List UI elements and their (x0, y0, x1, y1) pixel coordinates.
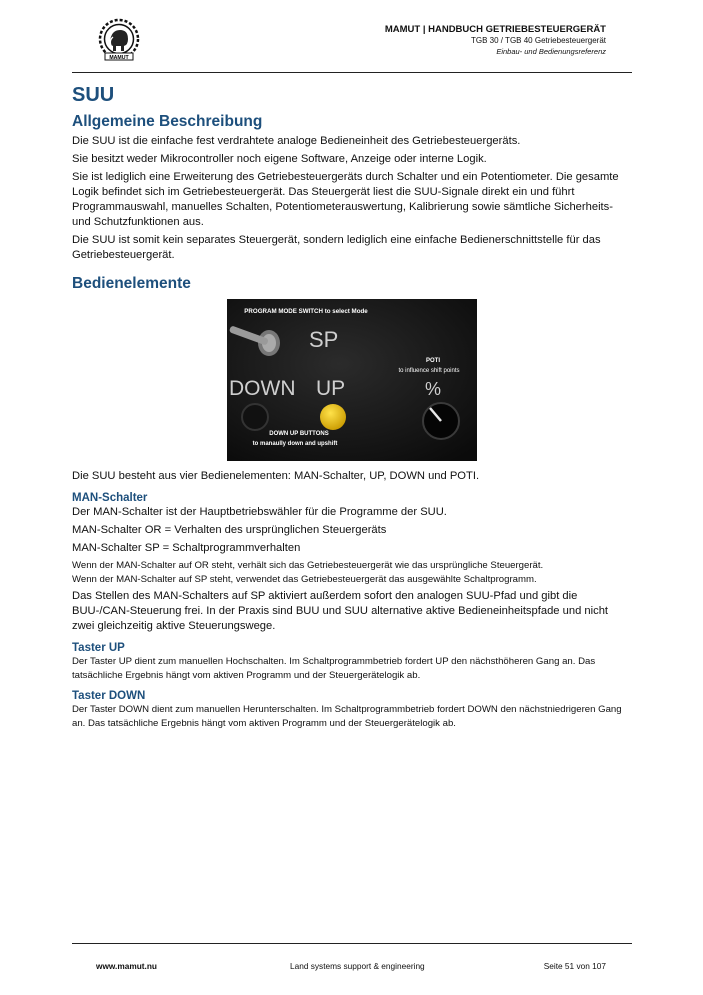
photo-label-sp: SP (309, 327, 339, 352)
down-button-heading: Taster DOWN (72, 690, 146, 702)
section-heading-general: Allgemeine Beschreibung (72, 113, 263, 130)
page-header (72, 18, 632, 73)
footer-website: www.mamut.nu (96, 961, 157, 971)
page-footer (72, 943, 632, 974)
man-paragraph-1: Der MAN-Schalter ist der Hauptbetriebswähler für die Programme der SUU. (72, 506, 447, 518)
man-paragraph-2: MAN-Schalter OR = Verhalten des ursprünglichen Steuergeräts (72, 524, 387, 536)
section-heading-controls: Bedienelemente (72, 275, 191, 292)
man-switch-heading: MAN-Schalter (72, 492, 148, 504)
man-small-1: Wenn der MAN-Schalter auf OR steht, verhält sich das Getriebesteuergerät wie das ursprüngliche Steuergerät. (72, 560, 544, 571)
page-content (72, 82, 632, 730)
header-title: MAMUT | HANDBUCH GETRIEBESTEUERGERÄT (384, 24, 606, 35)
photo-poti-subtitle: to influence shift points (398, 368, 460, 374)
photo-buttons-title: DOWN UP BUTTONS (269, 431, 329, 437)
footer-tagline: Land systems support & engineering (290, 961, 425, 971)
photo-buttons-subtitle: to manaully down and upshift (252, 441, 338, 447)
up-button-heading: Taster UP (72, 642, 125, 654)
logo-text: MAMUT (109, 54, 129, 61)
controls-intro: Die SUU besteht aus vier Bedienelementen: MAN-Schalter, UP, DOWN und POTI. (72, 470, 480, 482)
man-small-2: Wenn der MAN-Schalter auf SP steht, verwendet das Getriebesteuergerät das ausgewählte Schaltprogramm. (72, 573, 537, 585)
suu-control-panel-photo (227, 299, 477, 461)
photo-poti-title: POTI (425, 358, 441, 364)
header-subtitle: TGB 30 / TGB 40 Getriebesteuergerät (470, 36, 606, 45)
page-title: SUU (72, 84, 115, 106)
header-text-block (385, 24, 606, 57)
general-paragraph-2: Sie besitzt weder Mikrocontroller noch eigene Software, Anzeige oder interne Logik. (72, 153, 487, 165)
photo-label-up: UP (316, 377, 346, 400)
man-paragraph-3: MAN-Schalter SP = Schaltprogrammverhalten (72, 542, 301, 554)
mamut-logo (94, 18, 144, 62)
up-button-text: Der Taster UP dient zum manuellen Hochschalten. Im Schaltprogrammbetrieb fordert UP den nächsthöheren Gang an. Das tatsächliche Ergebnis hängt vom aktiven Programm und der Steuergerätelogik ab. (72, 656, 596, 681)
general-paragraph-3: Sie ist lediglich eine Erweiterung des Getriebesteuergeräts durch Schalter und ein Potentiometer. Die gesamte Logik befindet sich im Getriebesteuergerät. Das Steuergerät liest die SUU-Signale direkt ein und führt Programmauswahl, manuelles Schalten, Potentiometerauswertung, Kalibrierung sowie sämtliche Sicherheits- und Schutzfunktionen aus. (72, 171, 619, 228)
photo-label-down: DOWN (229, 377, 296, 400)
header-subtitle-2: Einbau- und Bedienungsreferenz (496, 47, 606, 56)
down-button-text: Der Taster DOWN dient zum manuellen Herunterschalten. Im Schaltprogrammbetrieb fordert DOWN den nächstniedrigeren Gang an. Das tatsächliche Ergebnis hängt vom aktiven Programm und der Steuergerätelogik ab. (72, 704, 622, 729)
general-paragraph-1: Die SUU ist die einfache fest verdrahtete analoge Bedieneinheit des Getriebesteuergeräts. (72, 135, 521, 147)
photo-percent-sign: % (424, 379, 442, 399)
general-paragraph-4: Die SUU ist somit kein separates Steuergerät, sondern lediglich eine einfache Bedienerschnittstelle für das Getriebesteuergerät. (72, 234, 601, 261)
photo-caption-top: PROGRAM MODE SWITCH to select Mode (244, 308, 368, 315)
man-paragraph-4: Das Stellen des MAN-Schalters auf SP aktiviert außerdem sofort den analogen SUU-Pfad und gibt die BUU-/CAN-Steuerung frei. In der Praxis sind BUU und SUU alternative aktive Bedieneinheitspfade und nicht zwei gleichzeitig aktive Steuerungswege. (72, 590, 609, 632)
footer-page-number: Seite 51 von 107 (543, 961, 606, 971)
